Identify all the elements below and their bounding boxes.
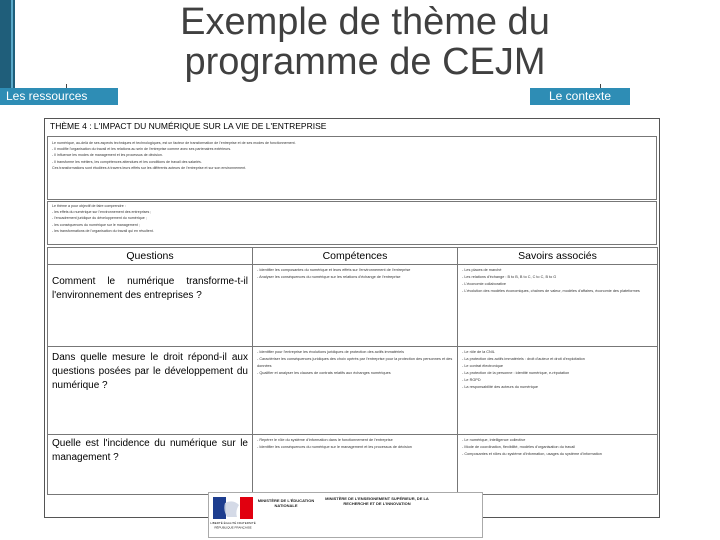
header-competences: Compétences	[253, 248, 458, 265]
context-line: - Il influence les modes de management et les processus de décision.	[52, 153, 163, 158]
savoirs-text: - Les places de marché - Les relations d'échange : B to B, B to C, C to C, B to G - L'économie collaborative - L'évolution des modèles économiques, chaînes de valeur, modèles d'affaires, économie des plateformes	[462, 268, 640, 293]
theme-heading: THÈME 4 : L'IMPACT DU NUMÉRIQUE SUR LA VIE DE L'ENTREPRISE	[50, 121, 327, 131]
table-row	[48, 265, 658, 347]
header-questions: Questions	[48, 248, 253, 265]
question-cell	[48, 265, 253, 347]
objective-line: Le thème a pour objectif de faire comprendre :	[52, 204, 126, 208]
objective-line: - les transformations de l'organisation du travail qui en résultent.	[52, 228, 154, 233]
tab-contexte[interactable]: Le contexte	[530, 88, 630, 105]
competences-text: - Identifier pour l'entreprise les évolutions juridiques de protection des actifs immatériels - Caractériser les conséquences juridiques des choix opérés par l'entreprise pour la protection des personnes et des données - Qualifier et analyser les clauses de contrats relatifs aux échanges numériques	[257, 350, 453, 375]
competences-text: - Identifier les composantes du numérique et leurs effets sur l'environnement de l'entreprise - Analyser les conséquences du numérique sur les relations d'échange de l'entreprise	[257, 268, 411, 279]
context-line: Le numérique, au-delà de ses aspects techniques et technologiques, est un facteur de transformation de l'entreprise et de ses modes de fonctionnement.	[52, 141, 296, 145]
ministry-higher-ed-text: MINISTÈRE DE L'ENSEIGNEMENT SUPÉRIEUR, DE LA RECHERCHE ET DE L'INNOVATION	[325, 496, 429, 506]
objective-line: - les effets du numérique sur l'environnement des entreprises ;	[52, 210, 152, 215]
context-line: - Il transforme les métiers, les compétences attendues et les conditions de travail des salariés.	[52, 159, 202, 164]
objectives-box	[47, 201, 657, 245]
tab-ressources[interactable]: Les ressources	[0, 88, 118, 105]
logo-republique: RÉPUBLIQUE FRANÇAISE	[214, 525, 252, 530]
savoirs-text: - Le rôle de la CNIL - La protection des actifs immatériels : droit d'auteur et droit d'exploitation - Le contrat électronique - La protection de la personne : identité numérique, e-réputation - Le RGPD - La responsabilité des acteurs du numérique	[462, 350, 585, 389]
slide-title: Exemple de thème du programme de CEJM	[180, 1, 550, 83]
competences-cell	[253, 435, 458, 495]
savoirs-text: - Le numérique, intelligence collective - Mode de coordination, flexibilité, modèles d'organisation du travail - Composantes et rôles du système d'information, usages du système d'information	[462, 438, 602, 456]
competences-cell	[253, 347, 458, 435]
savoirs-cell	[458, 435, 658, 495]
question-text: Dans quelle mesure le droit répond-il aux questions posées par le développement du numérique ?	[52, 352, 248, 391]
question-cell	[48, 347, 253, 435]
context-line: Ces transformations sont étudiées à travers leurs effets sur les différents acteurs de l'entreprise et sur son environnement.	[52, 165, 247, 170]
competences-cell	[253, 265, 458, 347]
savoirs-cell	[458, 265, 658, 347]
logo-motto: LIBERTÉ ÉGALITÉ FRATERNITÉ	[210, 521, 256, 525]
left-accent-line	[11, 0, 13, 100]
competences-text: - Repérer le rôle du système d'information dans le fonctionnement de l'entreprise - Identifier les conséquences du numérique sur le management et les processus de décision	[257, 438, 412, 449]
context-box	[47, 136, 657, 200]
ministry-logo	[208, 492, 483, 538]
table-row	[48, 347, 658, 435]
question-cell	[48, 435, 253, 495]
question-text: Comment le numérique transforme-t-il l'environnement des entreprises ?	[52, 276, 248, 301]
table-header-row	[48, 248, 658, 265]
objective-line: - les conséquences du numérique sur le management ;	[52, 222, 140, 227]
context-line: - Il modifie l'organisation du travail et les relations au sein de l'entreprise comme avec ses partenaires extérieurs.	[52, 147, 232, 152]
program-table	[47, 247, 658, 495]
marianne-logo-icon	[210, 497, 256, 531]
objective-line: - l'encadrement juridique du développement du numérique ;	[52, 216, 147, 221]
table-row	[48, 435, 658, 495]
savoirs-cell	[458, 347, 658, 435]
question-text: Quelle est l'incidence du numérique sur le management ?	[52, 438, 248, 463]
ministry-education-text: MINISTÈRE DE L'ÉDUCATION NATIONALE	[257, 498, 315, 508]
header-savoirs: Savoirs associés	[458, 248, 658, 265]
